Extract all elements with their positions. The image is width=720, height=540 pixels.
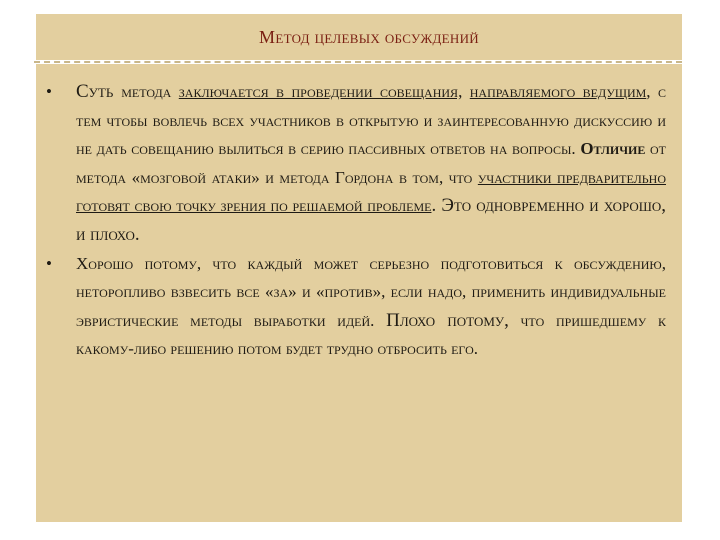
text-run: Суть <box>76 81 122 102</box>
underlined-text: направляемого ведущим <box>469 82 647 101</box>
text-run: что пришедшему к какому-либо решению потом будет трудно отбросить его. <box>76 310 666 359</box>
text-run: , с тем чтобы вовлечь всех участников в открытую и заинтересованную дискуссию и не дать совещанию вылиться в серию пассивных ответов на вопросы. <box>76 82 666 159</box>
text-run: от метода «мозговой атаки» и метода Гордона в том, что <box>76 139 666 187</box>
bullet-item-2 <box>46 250 666 364</box>
underlined-text: заключается в проведении совещания, <box>178 82 463 101</box>
title-bar <box>36 14 682 60</box>
text-run: . Это одновременно и хорошо, и плохо. <box>76 195 666 245</box>
bullet-icon: • <box>46 253 52 273</box>
bullet-icon: • <box>46 82 52 101</box>
text-run: Хорошо потому, что каждый может серьезно подготовиться к обсуждению, неторопливо взвесить все «за» и «против», если надо, применить индивидуальные эвристические методы выработки идей. <box>76 253 666 330</box>
underlined-text: участники предварительно готовят свою точку зрения по решаемой проблеме <box>76 167 666 216</box>
bullet-item-1 <box>46 78 666 250</box>
text-run: метода <box>121 82 179 101</box>
slide-title: Метод целевых обсуждений <box>259 26 479 47</box>
title-divider <box>34 61 682 63</box>
bold-text: Отличие <box>580 139 646 159</box>
content-panel <box>36 64 682 522</box>
text-run: Плохо потому, <box>386 309 509 331</box>
